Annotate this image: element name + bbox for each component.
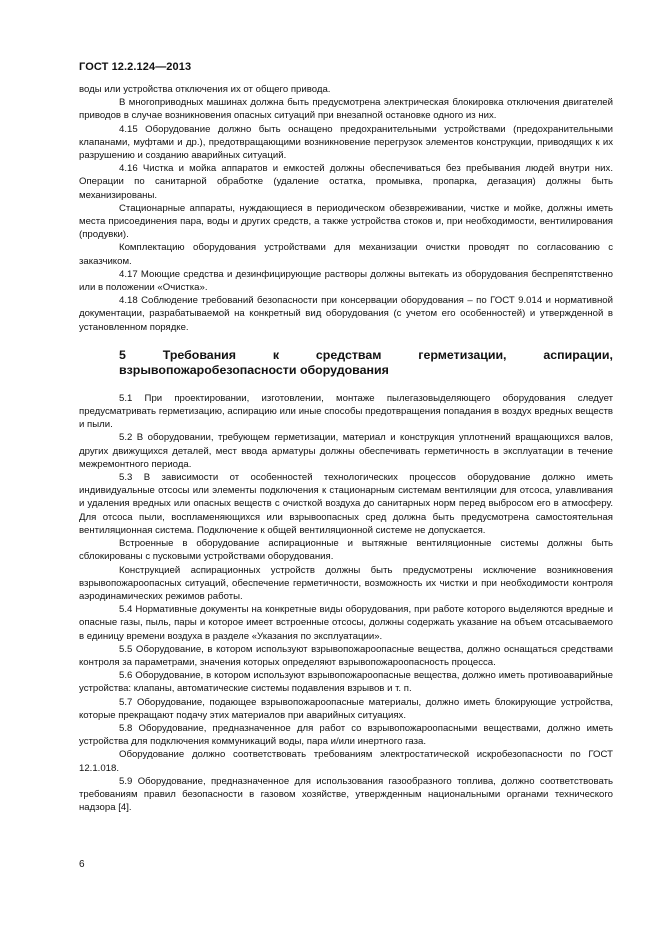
paragraph: 5.6 Оборудование, в котором используют взрывопожароопасные вещества, должно иметь противоаварийные устройства: клапаны, автоматические системы подавления взрывов и т. п.: [79, 670, 613, 695]
paragraph: 5.2 В оборудовании, требующем герметизации, материал и конструкция уплотнений вращающихся валов, других движущихся деталей, мест ввода арматуры должны обеспечивать герметичность в эксплуатации в течение межремонтного периода.: [79, 432, 613, 470]
paragraph: 4.18 Соблюдение требований безопасности при консервации оборудования – по ГОСТ 9.014 и нормативной документации, разрабатываемой на конкретный вид оборудования (с учетом его особенностей) и утвержденной в установленном порядке.: [79, 295, 613, 333]
section-heading: 5 Требования к средствам герметизации, аспирации, взрывопожаробезопасности оборудования: [119, 347, 613, 377]
paragraph: 5.4 Нормативные документы на конкретные виды оборудования, при работе которого выделяются вредные и опасные газы, пыль, пары и которое имеет встроенные отсосы, должны содержать указание на объем отсасываемого в единицу времени воздуха в разделе «Указания по эксплуатации».: [79, 604, 613, 642]
paragraph: Встроенные в оборудование аспирационные и вытяжные вентиляционные системы должны быть сблокированы с пусковыми устройствами оборудования.: [79, 538, 613, 563]
paragraph: 5.8 Оборудование, предназначенное для работ со взрывопожароопасными веществами, должно иметь устройства для подключения коммуникаций воды, пара и/или инертного газа.: [79, 722, 613, 748]
paragraph: Стационарные аппараты, нуждающиеся в периодическом обезвреживании, чистке и мойке, должны иметь места присоединения пара, воды и других средств, а также устройства стоков и, при необходимости, вентилирования (продувки).: [79, 202, 613, 241]
paragraph: 5.7 Оборудование, подающее взрывопожароопасные материалы, должно иметь блокирующие устройства, которые прекращают подачу этих материалов при аварийных ситуациях.: [79, 696, 613, 721]
paragraph: В многоприводных машинах должна быть предусмотрена электрическая блокировка отключения двигателей приводов в случае возникновения опасных ситуаций при внезапной остановке одного из них.: [79, 97, 613, 122]
paragraph: Конструкцией аспирационных устройств должны быть предусмотрены исключение возникновения взрывопожароопасных ситуаций, обеспечение герметичности, возможность их чистки и при необходимости контроля аэродинамических режимов работы.: [79, 564, 613, 602]
paragraph: 4.16 Чистка и мойка аппаратов и емкостей должны обеспечиваться без пребывания людей внутри них. Операции по санитарной обработке (удаление остатка, промывка, пропарка, дегазация) должны быть механизированы.: [79, 163, 613, 201]
paragraph: 5.1 При проектировании, изготовлении, монтаже пылегазовыделяющего оборудования следует предусматривать герметизацию, аспирацию или иные способы предотвращения попадания в воздух вредных веществ и пыли.: [79, 392, 613, 431]
paragraph: 5.5 Оборудование, в котором используют взрывопожароопасные вещества, должно оснащаться средствами контроля за параметрами, значения которых определяют взрывопожароопасность процесса.: [79, 643, 613, 668]
page-number: 6: [79, 859, 85, 870]
paragraph: воды или устройства отключения их от общего привода.: [79, 84, 331, 95]
paragraph: Комплектацию оборудования устройствами для механизации очистки проводят по согласованию с заказчиком.: [79, 242, 613, 267]
paragraph: Оборудование должно соответствовать требованиям электростатической искробезопасности по ГОСТ 12.1.018.: [79, 749, 613, 774]
paragraph: 4.15 Оборудование должно быть оснащено предохранительными устройствами (предохранительными клапанами, муфтами и др.), предотвращающими возникновение перегрузок элементов конструкции, приводящих к их разрушению и созданию аварийных ситуаций.: [79, 123, 613, 162]
paragraph: 5.3 В зависимости от особенностей технологических процессов оборудование должно иметь индивидуальные отсосы или элементы подключения к стационарным системам вентиляции для отсоса, улавливания и удаления вредных или опасных веществ с очисткой воздуха до санитарных норм перед выбросом его в атмосферу. Для отсоса пыли, воспламеняющихся или взрывоопасных сред должна быть предусмотрена самостоятельная вентиляционная система. Подключение к общей вентиляционной системе не допускается.: [79, 472, 613, 536]
running-header: ГОСТ 12.2.124—2013: [79, 61, 192, 73]
document-body: [79, 83, 613, 814]
paragraph: 4.17 Моющие средства и дезинфицирующие растворы должны вытекать из оборудования беспрепятственно или в положении «Очистка».: [79, 268, 613, 294]
paragraph: 5.9 Оборудование, предназначенное для использования газообразного топлива, должно соответствовать требованиям правил безопасности в газовом хозяйстве, утвержденным национальными органами технического надзора [4].: [79, 775, 613, 814]
